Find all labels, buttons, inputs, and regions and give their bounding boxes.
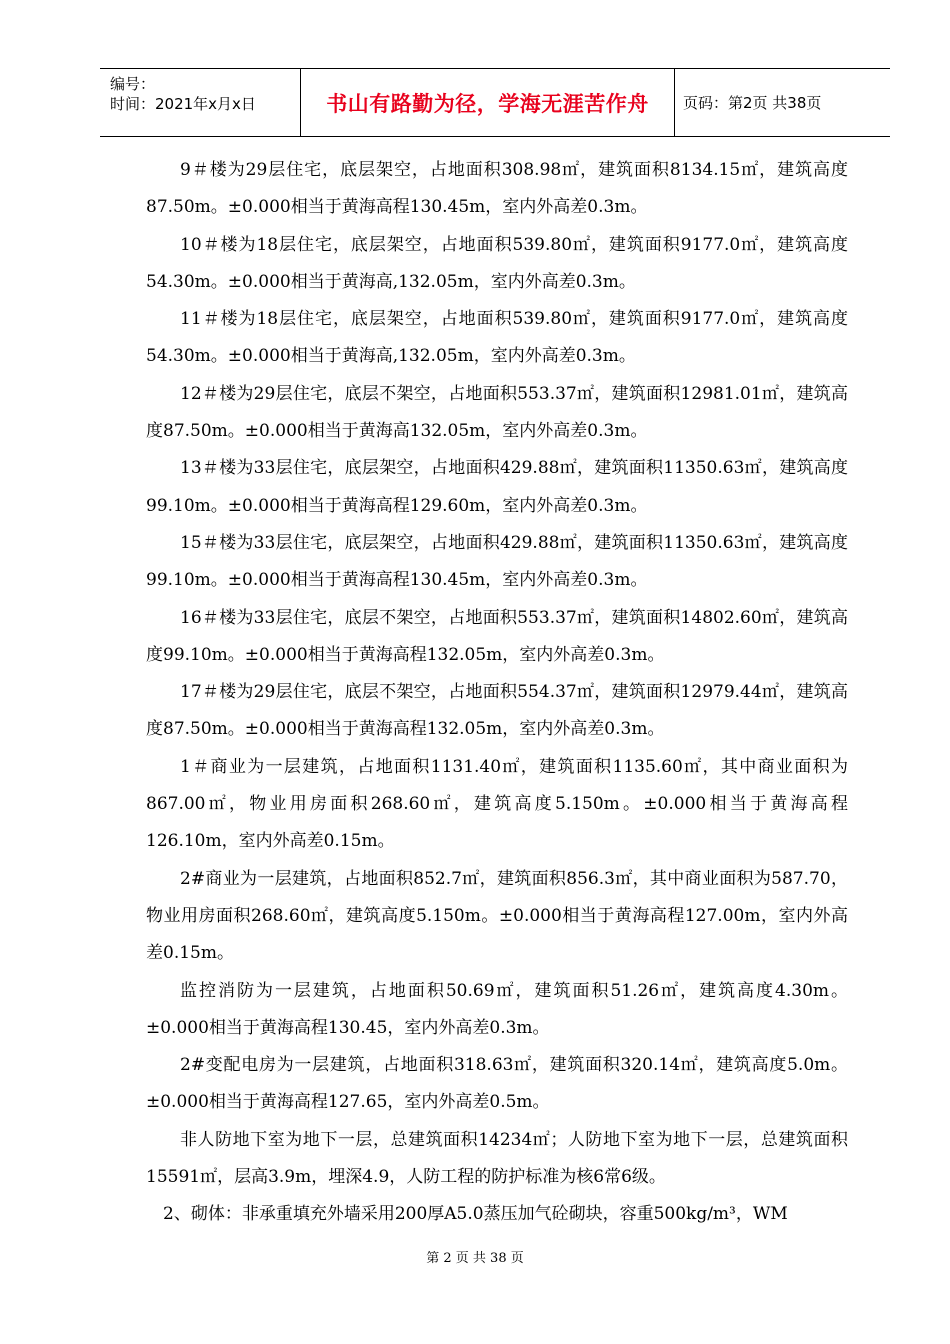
paragraph: 12＃楼为29层住宅，底层不架空，占地面积553.37㎡，建筑面积12981.01㎡，建筑高度87.50m。±0.000相当于黄海高132.05m，室内外高差0.3m。 <box>146 383 848 442</box>
paragraph: 16＃楼为33层住宅，底层不架空，占地面积553.37㎡，建筑面积14802.60㎡，建筑高度99.10m。±0.000相当于黄海高程132.05m，室内外高差0.3m。 <box>146 607 848 665</box>
paragraph: 2#变配电房为一层建筑，占地面积318.63㎡，建筑面积320.14㎡，建筑高度5.0m。±0.000相当于黄海高程127.65，室内外高差0.5m。 <box>146 1055 848 1113</box>
page-header <box>100 68 890 137</box>
document-time-label: 时间：2021年x月x日 <box>110 95 256 113</box>
paragraph: 10＃楼为18层住宅，底层架空，占地面积539.80㎡，建筑面积9177.0㎡，建筑高度54.30m。±0.000相当于黄海高,132.05m，室内外高差0.3m。 <box>146 234 848 292</box>
header-info-cell <box>100 69 301 136</box>
paragraph: 15＃楼为33层住宅，底层架空，占地面积429.88㎡，建筑面积11350.63㎡，建筑高度99.10m。±0.000相当于黄海高程130.45m，室内外高差0.3m。 <box>146 532 848 591</box>
paragraph: 1＃商业为一层建筑，占地面积1131.40㎡，建筑面积1135.60㎡，其中商业面积为867.00㎡，物业用房面积268.60㎡，建筑高度5.150m。±0.000相当于黄海高程126.10m，室内外高差0.15m。 <box>146 756 848 852</box>
paragraph: 17＃楼为29层住宅，底层不架空，占地面积554.37㎡，建筑面积12979.44㎡，建筑高度87.50m。±0.000相当于黄海高程132.05m，室内外高差0.3m。 <box>146 682 848 740</box>
paragraph: 9＃楼为29层住宅，底层架空，占地面积308.98㎡，建筑面积8134.15㎡，建筑高度87.50m。±0.000相当于黄海高程130.45m，室内外高差0.3m。 <box>146 160 848 218</box>
document-code-label: 编号： <box>110 75 156 93</box>
header-page-cell <box>675 69 890 136</box>
paragraph: 非人防地下室为地下一层，总建筑面积14234㎡；人防地下室为地下一层，总建筑面积15591㎡，层高3.9m，埋深4.9，人防工程的防护标准为核6常6级。 <box>146 1129 848 1188</box>
page-footer: 第 2 页 共 38 页 <box>426 1251 524 1266</box>
document-body <box>146 152 848 1234</box>
paragraph: 监控消防为一层建筑，占地面积50.69㎡，建筑面积51.26㎡，建筑高度4.30m。±0.000相当于黄海高程130.45，室内外高差0.3m。 <box>146 980 848 1038</box>
paragraph: 2、砌体：非承重填充外墙采用200厚A5.0蒸压加气砼砌块，容重500kg/m³，WM <box>163 1204 788 1225</box>
paragraph: 2#商业为一层建筑，占地面积852.7㎡，建筑面积856.3㎡，其中商业面积为587.70，物业用房面积268.60㎡，建筑高度5.150m。±0.000相当于黄海高程127.00m，室内外高差0.15m。 <box>146 868 848 964</box>
header-motto-cell <box>301 69 675 136</box>
header-motto: 书山有路勤为径，学海无涯苦作舟 <box>326 91 649 116</box>
paragraph: 13＃楼为33层住宅，底层架空，占地面积429.88㎡，建筑面积11350.63㎡，建筑高度99.10m。±0.000相当于黄海高程129.60m，室内外高差0.3m。 <box>146 458 848 516</box>
paragraph: 11＃楼为18层住宅，底层架空，占地面积539.80㎡，建筑面积9177.0㎡，建筑高度54.30m。±0.000相当于黄海高,132.05m，室内外高差0.3m。 <box>146 309 848 367</box>
header-page-number: 页码：第2页 共38页 <box>683 94 822 112</box>
